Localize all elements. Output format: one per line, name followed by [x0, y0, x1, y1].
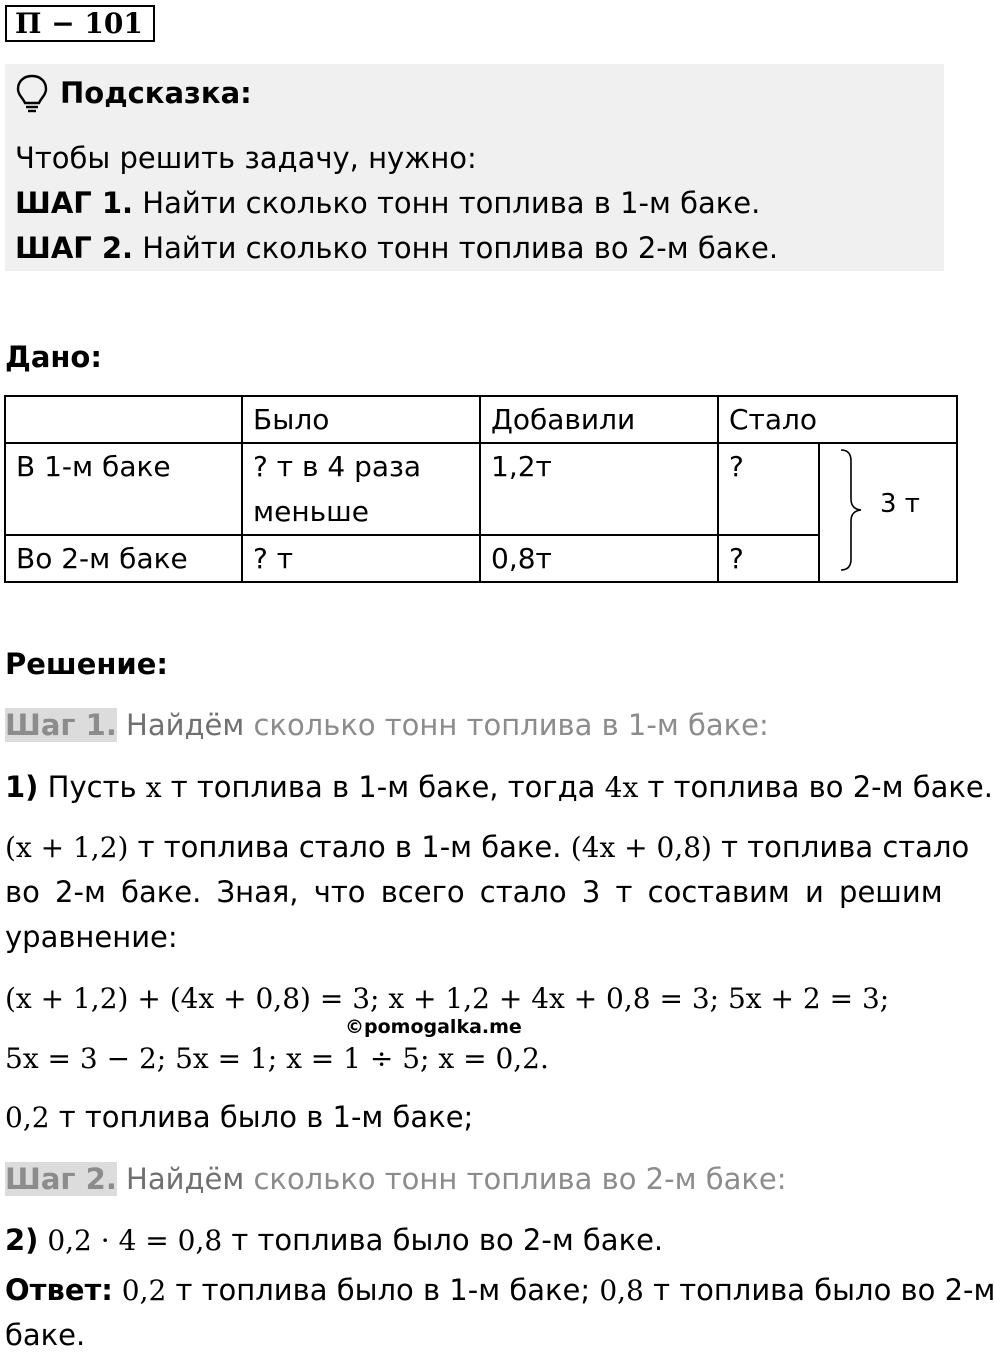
equation-line-1: (x + 1,2) + (4x + 0,8) = 3; x + 1,2 + 4x + 0,8 = 3; 5x + 2 = 3; [5, 982, 890, 1015]
hint-step-1-text: Найти сколько тонн топлива в 1-м баке. [133, 186, 761, 220]
cell-tank-1-became: ? [718, 443, 819, 535]
math-expr-1: (x + 1,2) [5, 831, 129, 864]
line-5-text: т топлива было во 2-м баке. [222, 1223, 664, 1257]
math-x: x [145, 771, 162, 804]
line-2-text-b: т топлива стало [711, 830, 970, 864]
solution-line-4: уравнение: [5, 920, 178, 954]
hint-step-2 [15, 225, 778, 271]
header-cell-empty [5, 396, 242, 443]
step-2-rest: сколько тонн топлива во 2-м баке: [244, 1162, 787, 1196]
math-expr-2: (4x + 0,8) [570, 831, 712, 864]
result-line-1 [5, 1094, 473, 1141]
cell-tank-1-was [242, 443, 480, 535]
solution-step-1-heading [5, 702, 769, 748]
item-2-number: 2) [5, 1223, 39, 1257]
cell-tank-1-label: В 1-м баке [5, 443, 242, 535]
answer-label: Ответ: [5, 1273, 113, 1307]
step-2-label: Шаг 2. [5, 1162, 117, 1196]
solution-line-3: во 2-м баке. Зная, что всего стало 3 т составим и решим [5, 875, 943, 909]
line-1-text-a: Пусть [38, 770, 146, 804]
hint-title: Подсказка: [60, 76, 252, 110]
cell-tank-2-was: ? т [242, 535, 480, 582]
solution-step-2-heading [5, 1156, 786, 1202]
lightbulb-icon [15, 73, 49, 113]
hint-intro: Чтобы решить задачу, нужно: [15, 141, 477, 175]
step-1-rest: сколько тонн топлива в 1-м баке: [244, 708, 769, 742]
header-cell-added: Добавили [480, 396, 718, 443]
hint-step-2-label: ШАГ 2. [15, 231, 134, 265]
watermark: ©pomogalka.me [345, 1016, 522, 1038]
cell-tank-1-added: 1,2т [480, 443, 718, 535]
answer-text-2: т топлива было во 2-м [643, 1273, 995, 1307]
cell-tank-2-label: Во 2-м баке [5, 535, 242, 582]
equation-line-2: 5x = 3 − 2; 5x = 1; x = 1 ÷ 5; x = 0,2. [5, 1042, 549, 1075]
line-1-text-b: т топлива в 1-м баке, тогда [161, 770, 605, 804]
hint-step-1 [15, 180, 760, 226]
curly-brace-icon [838, 447, 864, 573]
header-cell-was: Было [242, 396, 480, 443]
math-4x: 4x [604, 771, 639, 804]
cell-tank-2-became: ? [718, 535, 819, 582]
solution-line-5 [5, 1217, 663, 1264]
table-header-row [5, 396, 957, 443]
total-label: 3 т [880, 489, 920, 519]
line-2-text-a: т топлива стало в 1-м баке. [128, 830, 571, 864]
given-table [4, 395, 958, 583]
table-row-tank-2 [5, 535, 957, 582]
math-product: 0,2 · 4 = 0,8 [38, 1224, 223, 1257]
item-1-number: 1) [5, 770, 39, 804]
header-cell-became: Стало [718, 396, 957, 443]
step-1-label: Шаг 1. [5, 708, 117, 742]
step-2-verb: Найдём [116, 1162, 245, 1196]
answer-line-1 [5, 1267, 995, 1314]
cell-tank-2-added: 0,8т [480, 535, 718, 582]
answer-text-1: т топлива было в 1-м баке; [166, 1273, 600, 1307]
hint-step-1-label: ШАГ 1. [15, 186, 134, 220]
math-0-2: 0,2 [5, 1101, 50, 1134]
answer-math-1: 0,2 [112, 1274, 167, 1307]
cell-tank-1-was-line-1: ? т в 4 раза [253, 450, 422, 483]
answer-math-2: 0,8 [599, 1274, 644, 1307]
solution-title: Решение: [5, 647, 169, 681]
problem-number: П − 101 [5, 5, 155, 42]
line-1-text-c: т топлива во 2-м баке. [638, 770, 993, 804]
given-title: Дано: [5, 340, 102, 374]
answer-line-2: баке. [5, 1318, 86, 1352]
hint-step-2-text: Найти сколько тонн топлива во 2-м баке. [133, 231, 779, 265]
solution-line-1 [5, 764, 993, 811]
cell-tank-1-was-line-2: меньше [253, 495, 370, 528]
step-1-verb: Найдём [116, 708, 245, 742]
result-line-1-text: т топлива было в 1-м баке; [49, 1100, 474, 1134]
solution-line-2 [5, 824, 969, 871]
table-row-tank-1 [5, 443, 957, 535]
